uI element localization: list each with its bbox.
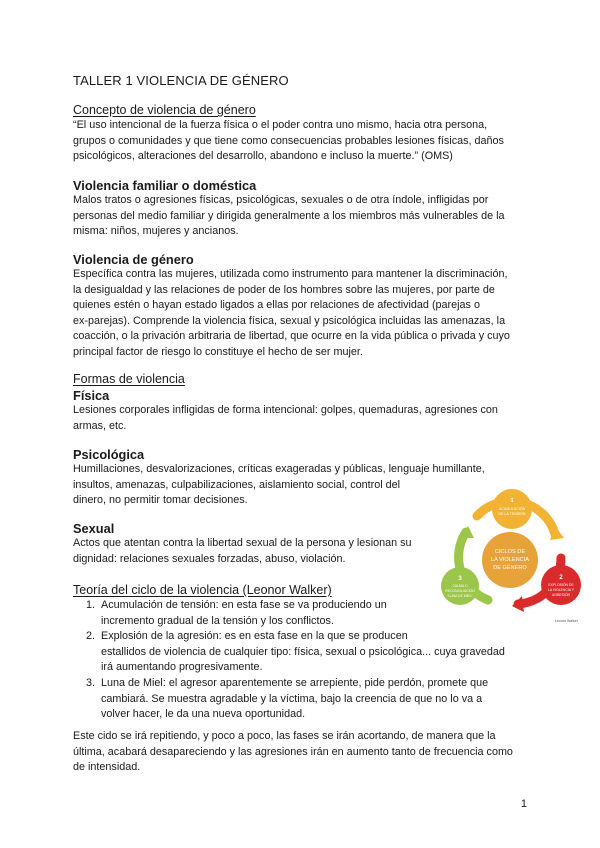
phase2-number: 2 bbox=[559, 575, 563, 581]
phase2-label-line1: EXPLOSIÓN DE bbox=[548, 583, 574, 587]
list-item bbox=[73, 676, 505, 723]
text-line: Específica contra las mujeres, utilizada como instrumento para mantener la discriminación, bbox=[73, 268, 508, 280]
phase3-label-line3: “LUNA DE MIEL” bbox=[447, 594, 473, 598]
text-line: estallidos de violencia de cualquier tipo: física, sexual o psicológica... cuya gravedad bbox=[101, 645, 505, 658]
text-line: Malos tratos o agresiones físicas, psicológicas, sexuales o de otra índole, infligidas por bbox=[73, 194, 489, 206]
center-label-line2: LA VIOLENCIA bbox=[491, 557, 529, 563]
text-line: “El uso intencional de la fuerza física o el poder contra uno mismo, hacia otra persona, bbox=[73, 119, 488, 131]
text-line: principal factor de riesgo lo constituye el hecho de ser mujer. bbox=[73, 345, 363, 358]
phase3-label-line2: RECONCILIACIÓN bbox=[445, 589, 475, 593]
text-line: armas, etc. bbox=[73, 419, 127, 432]
list-item-number: 3. bbox=[86, 676, 96, 689]
phase1-label-line1: ACUMULACIÓN bbox=[498, 507, 526, 511]
formas-heading: Formas de violencia bbox=[73, 372, 185, 386]
text-line: grupos o comunidades y que tiene como consecuencias probables lesiones físicas, daños bbox=[73, 134, 504, 147]
violencia-genero-heading: Violencia de género bbox=[73, 252, 194, 267]
phase2-label-line3: AGRESIÓN bbox=[552, 593, 570, 597]
phase3-number: 3 bbox=[458, 576, 462, 582]
text-line: Humillaciones, desvalorizaciones, críticas exageradas y públicas, lenguaje humillante, bbox=[73, 463, 485, 475]
page-number: 1 bbox=[520, 798, 527, 810]
text-line: Este cido se irá repitiendo, y poco a poco, las fases se irán acortando, de manera que la bbox=[73, 730, 496, 742]
list-item-number: 1. bbox=[86, 599, 96, 611]
list-item bbox=[73, 629, 505, 676]
diagram-credit: Leonor Walker bbox=[554, 619, 578, 623]
sexual-heading: Sexual bbox=[73, 521, 115, 536]
center-label-line1: CICLOS DE bbox=[494, 549, 526, 555]
violencia-familiar-heading: Violencia familiar o doméstica bbox=[73, 178, 257, 193]
text-line: irá aumentando progresivamente. bbox=[101, 661, 263, 674]
phase1-number: 1 bbox=[510, 498, 514, 504]
violencia-familiar-paragraph bbox=[73, 193, 505, 240]
text-line: Acumulación de tensión: en esta fase se va produciendo un bbox=[101, 599, 387, 611]
violencia-genero-paragraph bbox=[73, 267, 510, 361]
concepto-paragraph bbox=[73, 118, 504, 165]
text-line: Explosión de la agresión: es en esta fase en la que se producen bbox=[101, 630, 408, 643]
phase3-label-line1: CALMA O bbox=[452, 584, 468, 588]
psicologica-paragraph bbox=[73, 462, 485, 509]
text-line: dignidad: relaciones sexuales forzadas, abuso, violación. bbox=[73, 552, 346, 565]
fisica-paragraph bbox=[73, 403, 498, 434]
fisica-heading: Física bbox=[73, 388, 110, 403]
text-line: coacción, o la privación arbitraria de libertad, que ocurre en la vida pública o privada y cuyo bbox=[73, 330, 510, 343]
text-line: cambiará. Se muestra agradable y la víctima, bajo la creencia de que no lo va a bbox=[101, 692, 483, 705]
center-label-line3: DE GÉNERO bbox=[493, 565, 527, 571]
text-line: Luna de Miel: el agresor aparentemente se arrepiente, pide perdón, promete que bbox=[101, 676, 489, 689]
text-line: Actos que atentan contra la libertad sexual de la persona y lesionan su bbox=[73, 537, 412, 549]
psicologica-heading: Psicológica bbox=[73, 447, 145, 462]
list-item-number: 2. bbox=[86, 630, 96, 643]
phase2-label-line2: LA VIOLENCIA Y bbox=[548, 588, 574, 592]
text-line: incremento gradual de la tensión y los conflictos. bbox=[101, 614, 334, 627]
concepto-heading: Concepto de violencia de género bbox=[73, 103, 256, 117]
sexual-paragraph bbox=[73, 536, 412, 567]
text-line: psicológicos, alteraciones del desarrollo, abandono e incluso la muerte.” (OMS) bbox=[73, 150, 453, 163]
text-line: insultos, amenazas, culpabilizaciones, aislamiento social, control del bbox=[73, 478, 401, 491]
teoria-heading: Teoría del ciclo de la violencia (Leonor Walker) bbox=[73, 583, 332, 597]
text-line: Lesiones corporales infligidas de forma intencional: golpes, quemaduras, agresiones con bbox=[73, 404, 498, 416]
text-line: de intensidad. bbox=[73, 761, 141, 774]
text-line: dinero, no permitir tomar decisiones. bbox=[73, 494, 248, 507]
ciclo-violencia-diagram bbox=[440, 488, 584, 628]
text-line: volver hacer, le da una nueva oportunidad. bbox=[101, 708, 306, 721]
text-line: quienes estén o hayan estado ligados a ellas por relaciones de afectividad (parejas o bbox=[73, 299, 480, 312]
text-line: misma: niños, mujeres y ancianos. bbox=[73, 225, 239, 238]
phase1-label-line2: DE LA TENSIÓN bbox=[498, 512, 526, 516]
document-title: TALLER 1 VIOLENCIA DE GÉNERO bbox=[73, 73, 289, 88]
text-line: la desigualdad y las relaciones de poder de los hombres sobre las mujeres, por parte de bbox=[73, 283, 495, 296]
text-line: ex-parejas). Comprende la violencia física, sexual y psicológica incluidas las amenazas, la bbox=[73, 314, 506, 327]
text-line: personas del medio familiar y dirigida generalmente a los miembros más vulnerables de la bbox=[73, 209, 505, 222]
text-line: última, acabará desapareciendo y las agresiones irán en aumento tanto de frecuencia como bbox=[73, 745, 513, 758]
conclusion-paragraph bbox=[73, 729, 513, 776]
